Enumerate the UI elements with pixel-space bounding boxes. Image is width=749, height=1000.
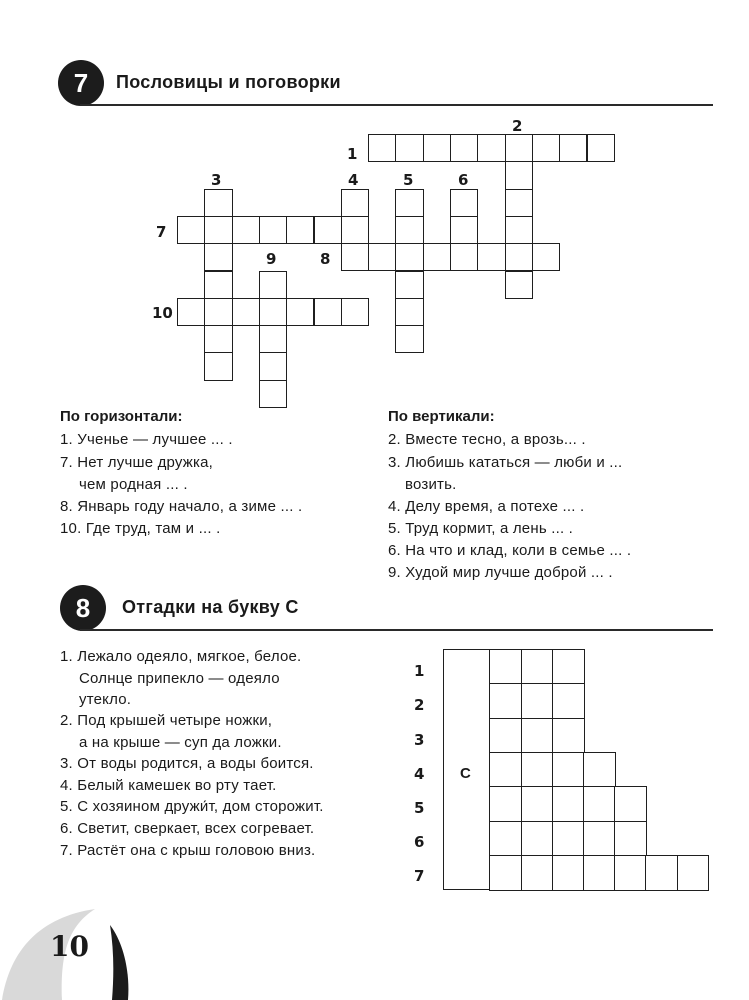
riddle-line: 5. С хозяином дружи́т, дом сторожит.: [60, 798, 324, 815]
crossword-cell[interactable]: [286, 298, 314, 326]
crossword-cell[interactable]: [614, 821, 647, 857]
crossword-cell[interactable]: [395, 243, 423, 271]
crossword-cell[interactable]: [583, 752, 616, 788]
crossword-cell[interactable]: [259, 325, 287, 353]
across-clue-line: 7. Нет лучше дружка,: [60, 454, 214, 471]
crossword-cell[interactable]: [259, 352, 287, 380]
down-clue-line: 4. Делу время, а потехе ... .: [388, 498, 585, 515]
row-number-7: 7: [414, 867, 425, 885]
crossword-cell[interactable]: [232, 298, 260, 326]
page-number: 10: [50, 930, 89, 963]
crossword-cell[interactable]: [505, 161, 533, 189]
section-8-title: Отгадки на букву С: [122, 597, 299, 617]
down-clue-line: 6. На что и клад, коли в семье ... .: [388, 542, 632, 559]
crossword-cell[interactable]: [314, 298, 342, 326]
crossword-cell[interactable]: [177, 298, 205, 326]
crossword-cell[interactable]: [423, 134, 451, 162]
crossword-cell[interactable]: [489, 752, 522, 788]
riddle-line: 1. Лежало одеяло, мягкое, белое.: [60, 648, 302, 665]
crossword-cell[interactable]: [521, 752, 554, 788]
clue-number-2: 2: [512, 117, 523, 135]
section-8-rule: [80, 629, 713, 631]
crossword-cell[interactable]: [477, 243, 505, 271]
section-7-rule: [80, 104, 713, 106]
section-7-badge: 7: [58, 60, 104, 106]
crossword-cell[interactable]: [450, 243, 478, 271]
crossword-cell[interactable]: [521, 786, 554, 822]
crossword-cell[interactable]: [614, 786, 647, 822]
crossword-cell[interactable]: [177, 216, 205, 244]
crossword-cell[interactable]: [204, 325, 232, 353]
crossword-cell[interactable]: [521, 821, 554, 857]
crossword-cell[interactable]: [505, 216, 533, 244]
section-7-title: Пословицы и поговорки: [116, 72, 341, 92]
crossword-cell[interactable]: [552, 821, 585, 857]
crossword-cell[interactable]: [423, 243, 451, 271]
crossword-cell[interactable]: [232, 216, 260, 244]
crossword-cell[interactable]: [521, 718, 554, 754]
crossword-cell[interactable]: [505, 134, 533, 162]
crossword-cell[interactable]: [552, 855, 585, 891]
crossword-cell[interactable]: [587, 134, 615, 162]
down-heading: По вертикали:: [388, 408, 495, 425]
crossword-cell[interactable]: [395, 325, 423, 353]
across-clue-line: 1. Ученье — лучшее ... .: [60, 431, 233, 448]
crossword-cell[interactable]: [489, 855, 522, 891]
crossword-cell[interactable]: [204, 271, 232, 299]
row-number-2: 2: [414, 696, 425, 714]
crossword-cell[interactable]: [532, 243, 560, 271]
common-letter: С: [460, 765, 471, 782]
crossword-cell[interactable]: [204, 189, 232, 217]
crossword-cell[interactable]: [505, 271, 533, 299]
down-clue-line: 2. Вместе тесно, а врозь... .: [388, 431, 586, 448]
across-clue-line: чем родная ... .: [79, 476, 188, 493]
down-clue-line: 5. Труд кормит, а лень ... .: [388, 520, 574, 537]
crossword-cell[interactable]: [204, 352, 232, 380]
crossword-cell[interactable]: [505, 189, 533, 217]
crossword-cell[interactable]: [559, 134, 587, 162]
crossword-cell[interactable]: [314, 216, 342, 244]
crossword-cell[interactable]: [583, 855, 616, 891]
crossword-cell[interactable]: [341, 243, 369, 271]
crossword-cell[interactable]: [259, 380, 287, 408]
crossword-cell[interactable]: [489, 821, 522, 857]
riddle-line: 6. Светит, сверкает, всех согревает.: [60, 820, 315, 837]
across-heading: По горизонтали:: [60, 408, 183, 425]
crossword-cell[interactable]: [521, 683, 554, 719]
crossword-cell[interactable]: [341, 189, 369, 217]
clue-number-6: 6: [458, 171, 469, 189]
clue-number-7: 7: [156, 223, 167, 241]
crossword-cell[interactable]: [286, 216, 314, 244]
crossword-cell[interactable]: [489, 718, 522, 754]
down-clue-line: 3. Любишь кататься — люби и ...: [388, 454, 623, 471]
crossword-cell[interactable]: [552, 683, 585, 719]
crossword-cell[interactable]: [204, 298, 232, 326]
riddle-line: а на крыше — суп да ложки.: [79, 734, 282, 751]
across-clue-line: 10. Где труд, там и ... .: [60, 520, 221, 537]
crossword-cell[interactable]: [259, 216, 287, 244]
crossword-cell[interactable]: [450, 189, 478, 217]
riddle-line: 3. От воды родится, а воды боится.: [60, 755, 314, 772]
crossword-cell[interactable]: [395, 271, 423, 299]
down-clue-line: 9. Худой мир лучше доброй ... .: [388, 564, 613, 581]
across-clue-line: 8. Январь году начало, а зиме ... .: [60, 498, 303, 515]
row-number-6: 6: [414, 833, 425, 851]
riddle-line: 7. Растёт она с крыш головою вниз.: [60, 842, 316, 859]
crossword-cell[interactable]: [204, 216, 232, 244]
clue-number-9: 9: [266, 250, 277, 268]
crossword-cell[interactable]: [450, 216, 478, 244]
crossword-cell[interactable]: [521, 649, 554, 685]
crossword-cell[interactable]: [645, 855, 678, 891]
crossword-cell[interactable]: [341, 298, 369, 326]
riddle-line: 4. Белый камешек во рту тает.: [60, 777, 277, 794]
crossword-cell[interactable]: [614, 855, 647, 891]
crossword-cell[interactable]: [450, 134, 478, 162]
riddle-line: утекло.: [79, 691, 132, 708]
crossword-cell[interactable]: [583, 821, 616, 857]
crossword-cell[interactable]: [489, 649, 522, 685]
row-number-1: 1: [414, 662, 425, 680]
crossword-cell[interactable]: [552, 752, 585, 788]
crossword-cell[interactable]: [395, 134, 423, 162]
clue-number-1: 1: [347, 145, 358, 163]
crossword-cell[interactable]: [489, 786, 522, 822]
down-clue-line: возить.: [405, 476, 457, 493]
clue-number-4: 4: [348, 171, 359, 189]
riddle-line: Солнце припекло — одеяло: [79, 670, 280, 687]
crossword-cell[interactable]: [395, 216, 423, 244]
clue-number-8: 8: [320, 250, 331, 268]
crossword-cell[interactable]: [532, 134, 560, 162]
crossword-cell[interactable]: [259, 271, 287, 299]
crossword-cell[interactable]: [259, 298, 287, 326]
crossword-cell[interactable]: [395, 298, 423, 326]
clue-number-5: 5: [403, 171, 414, 189]
crossword-cell[interactable]: [677, 855, 710, 891]
row-number-5: 5: [414, 799, 425, 817]
crossword-cell[interactable]: [368, 243, 396, 271]
row-number-3: 3: [414, 731, 425, 749]
riddle-line: 2. Под крышей четыре ножки,: [60, 712, 273, 729]
crossword-cell[interactable]: [521, 855, 554, 891]
row-number-4: 4: [414, 765, 425, 783]
crossword-cell[interactable]: [552, 786, 585, 822]
section-8-badge: 8: [60, 585, 106, 631]
crossword-cell[interactable]: [395, 189, 423, 217]
crossword-cell[interactable]: [505, 243, 533, 271]
crossword-cell[interactable]: [552, 649, 585, 685]
crossword-cell[interactable]: [489, 683, 522, 719]
crossword-cell[interactable]: [477, 134, 505, 162]
crossword-cell[interactable]: [583, 786, 616, 822]
clue-number-10: 10: [152, 304, 173, 322]
crossword-cell[interactable]: [341, 216, 369, 244]
crossword-cell[interactable]: [204, 243, 232, 271]
clue-number-3: 3: [211, 171, 222, 189]
crossword-cell[interactable]: [552, 718, 585, 754]
crossword-cell[interactable]: [368, 134, 396, 162]
